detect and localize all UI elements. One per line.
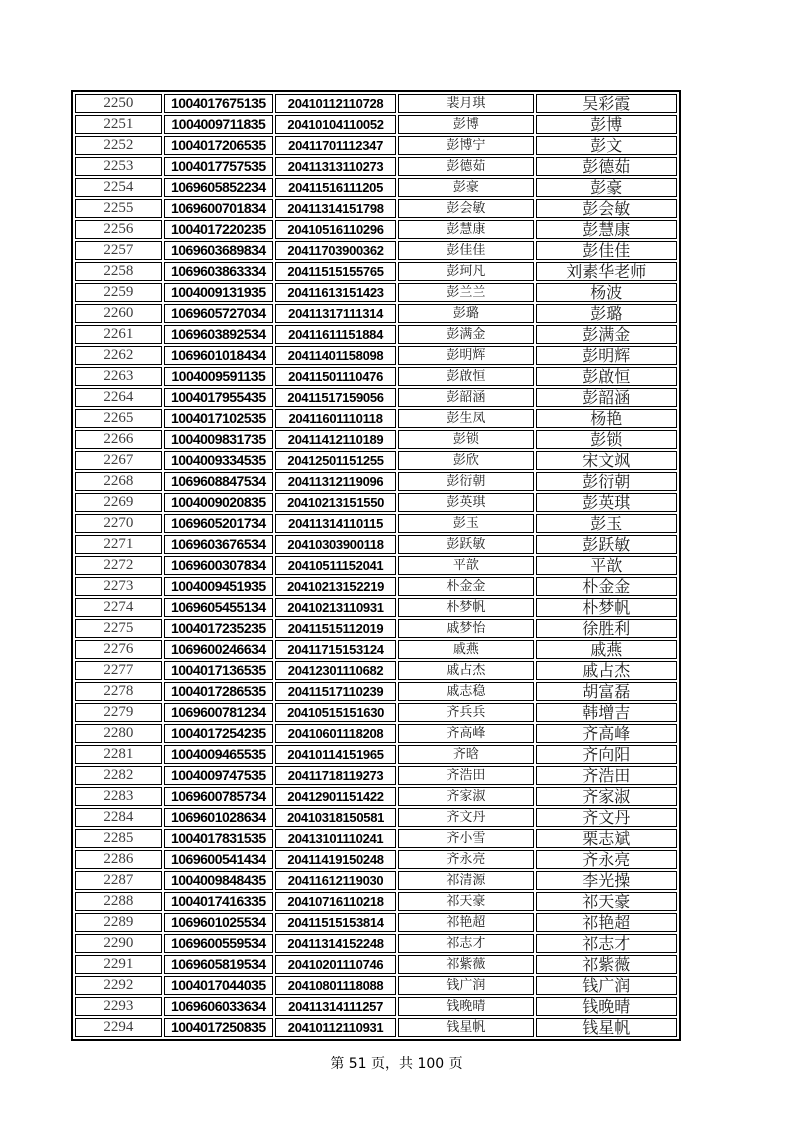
table-row [75,535,677,554]
cell-serial-number: 2284 [75,808,162,827]
cell-code-number: 20411317111314 [275,304,396,323]
cell-name: 彭英琪 [398,493,533,512]
cell-second-name: 平歆 [536,556,677,575]
cell-serial-number: 2287 [75,871,162,890]
cell-id-number: 1069600701834 [164,199,273,218]
cell-second-name: 彭满金 [536,325,677,344]
table-row [75,892,677,911]
cell-id-number: 1069600246634 [164,640,273,659]
cell-serial-number: 2274 [75,598,162,617]
cell-name: 彭佳佳 [398,241,533,260]
cell-serial-number: 2268 [75,472,162,491]
table-row [75,787,677,806]
cell-id-number: 1069605819534 [164,955,273,974]
cell-id-number: 1004017831535 [164,829,273,848]
cell-second-name: 杨艳 [536,409,677,428]
cell-name: 齐晗 [398,745,533,764]
cell-id-number: 1069606033634 [164,997,273,1016]
table-row [75,325,677,344]
table-row [75,514,677,533]
cell-code-number: 20410114151965 [275,745,396,764]
roster-table-body [75,94,677,1037]
cell-name: 钱星帆 [398,1018,533,1037]
cell-serial-number: 2276 [75,640,162,659]
cell-serial-number: 2280 [75,724,162,743]
cell-second-name: 齐家淑 [536,787,677,806]
table-row [75,850,677,869]
table-row [75,619,677,638]
cell-code-number: 20411612119030 [275,871,396,890]
cell-second-name: 朴梦帆 [536,598,677,617]
table-row [75,997,677,1016]
table-row [75,367,677,386]
cell-second-name: 彭啟恒 [536,367,677,386]
cell-name: 祁清源 [398,871,533,890]
cell-second-name: 戚占杰 [536,661,677,680]
cell-code-number: 20411718119273 [275,766,396,785]
cell-name: 彭璐 [398,304,533,323]
cell-code-number: 20411419150248 [275,850,396,869]
table-row [75,976,677,995]
cell-code-number: 20411517110239 [275,682,396,701]
cell-serial-number: 2263 [75,367,162,386]
cell-second-name: 宋文飒 [536,451,677,470]
cell-id-number: 1069600307834 [164,556,273,575]
cell-name: 戚志稳 [398,682,533,701]
cell-code-number: 20410112110728 [275,94,396,113]
cell-name: 彭德茹 [398,157,533,176]
cell-serial-number: 2294 [75,1018,162,1037]
cell-serial-number: 2256 [75,220,162,239]
cell-id-number: 1069605201734 [164,514,273,533]
table-row [75,640,677,659]
cell-serial-number: 2270 [75,514,162,533]
cell-serial-number: 2283 [75,787,162,806]
table-row [75,304,677,323]
cell-id-number: 1069600541434 [164,850,273,869]
cell-code-number: 20413101110241 [275,829,396,848]
table-row [75,808,677,827]
table-row [75,934,677,953]
table-row [75,913,677,932]
table-row [75,451,677,470]
cell-code-number: 20410213152219 [275,577,396,596]
cell-id-number: 1004017416335 [164,892,273,911]
cell-name: 朴梦帆 [398,598,533,617]
cell-second-name: 戚燕 [536,640,677,659]
table-row [75,388,677,407]
cell-second-name: 彭衍朝 [536,472,677,491]
cell-name: 彭会敏 [398,199,533,218]
cell-second-name: 齐高峰 [536,724,677,743]
cell-name: 齐文丹 [398,808,533,827]
cell-code-number: 20411312119096 [275,472,396,491]
table-row [75,829,677,848]
cell-id-number: 1004009747535 [164,766,273,785]
cell-code-number: 20411613151423 [275,283,396,302]
cell-name: 彭生凤 [398,409,533,428]
cell-serial-number: 2266 [75,430,162,449]
cell-code-number: 20411515155765 [275,262,396,281]
cell-id-number: 1004009591135 [164,367,273,386]
cell-name: 齐家淑 [398,787,533,806]
cell-name: 齐小雪 [398,829,533,848]
table-row [75,871,677,890]
cell-id-number: 1069608847534 [164,472,273,491]
cell-serial-number: 2252 [75,136,162,155]
table-row [75,598,677,617]
cell-code-number: 20410801118088 [275,976,396,995]
cell-second-name: 彭锁 [536,430,677,449]
cell-code-number: 20411313110273 [275,157,396,176]
cell-id-number: 1069600785734 [164,787,273,806]
cell-name: 裴月琪 [398,94,533,113]
cell-name: 彭博宁 [398,136,533,155]
cell-id-number: 1004017675135 [164,94,273,113]
cell-serial-number: 2272 [75,556,162,575]
cell-second-name: 彭明辉 [536,346,677,365]
table-row [75,241,677,260]
cell-id-number: 1069603863334 [164,262,273,281]
table-row [75,220,677,239]
cell-serial-number: 2288 [75,892,162,911]
cell-id-number: 1004017220235 [164,220,273,239]
cell-second-name: 彭韶涵 [536,388,677,407]
cell-id-number: 1004009451935 [164,577,273,596]
table-row [75,724,677,743]
cell-code-number: 20411501110476 [275,367,396,386]
cell-name: 朴金金 [398,577,533,596]
cell-id-number: 1069601018434 [164,346,273,365]
cell-id-number: 1069605852234 [164,178,273,197]
cell-id-number: 1004017955435 [164,388,273,407]
cell-name: 彭衍朝 [398,472,533,491]
page-number-footer: 第 51 页，共 100 页 [330,1056,463,1072]
cell-second-name: 彭慧康 [536,220,677,239]
table-row [75,955,677,974]
cell-serial-number: 2289 [75,913,162,932]
cell-second-name: 彭跃敏 [536,535,677,554]
cell-serial-number: 2277 [75,661,162,680]
cell-code-number: 20410318150581 [275,808,396,827]
cell-name: 彭啟恒 [398,367,533,386]
cell-code-number: 20411701112347 [275,136,396,155]
cell-serial-number: 2250 [75,94,162,113]
cell-id-number: 1004017254235 [164,724,273,743]
cell-id-number: 1004009131935 [164,283,273,302]
cell-name: 祁天豪 [398,892,533,911]
cell-id-number: 1069605727034 [164,304,273,323]
table-row [75,115,677,134]
cell-second-name: 彭佳佳 [536,241,677,260]
table-row [75,178,677,197]
cell-code-number: 20410515151630 [275,703,396,722]
cell-second-name: 彭英琪 [536,493,677,512]
cell-serial-number: 2275 [75,619,162,638]
cell-name: 彭跃敏 [398,535,533,554]
cell-serial-number: 2273 [75,577,162,596]
cell-serial-number: 2285 [75,829,162,848]
table-row [75,262,677,281]
cell-id-number: 1069603689834 [164,241,273,260]
cell-id-number: 1004009020835 [164,493,273,512]
cell-code-number: 20411412110189 [275,430,396,449]
cell-code-number: 20410112110931 [275,1018,396,1037]
cell-name: 祁志才 [398,934,533,953]
cell-name: 祁紫薇 [398,955,533,974]
cell-id-number: 1004017250835 [164,1018,273,1037]
cell-name: 祁艳超 [398,913,533,932]
cell-code-number: 20410716110218 [275,892,396,911]
cell-code-number: 20411314152248 [275,934,396,953]
cell-serial-number: 2260 [75,304,162,323]
cell-id-number: 1004009831735 [164,430,273,449]
cell-id-number: 1004017757535 [164,157,273,176]
cell-name: 彭珂凡 [398,262,533,281]
cell-name: 钱广润 [398,976,533,995]
cell-code-number: 20410511152041 [275,556,396,575]
cell-serial-number: 2281 [75,745,162,764]
cell-second-name: 彭豪 [536,178,677,197]
cell-name: 戚占杰 [398,661,533,680]
cell-second-name: 钱星帆 [536,1018,677,1037]
cell-second-name: 彭璐 [536,304,677,323]
table-row [75,1018,677,1037]
cell-serial-number: 2271 [75,535,162,554]
cell-serial-number: 2264 [75,388,162,407]
cell-id-number: 1069603676534 [164,535,273,554]
cell-code-number: 20410213151550 [275,493,396,512]
cell-second-name: 祁志才 [536,934,677,953]
cell-serial-number: 2255 [75,199,162,218]
cell-serial-number: 2290 [75,934,162,953]
cell-code-number: 20411601110118 [275,409,396,428]
cell-name: 彭慧康 [398,220,533,239]
table-row [75,409,677,428]
cell-name: 彭玉 [398,514,533,533]
cell-code-number: 20411517159056 [275,388,396,407]
cell-code-number: 20412501151255 [275,451,396,470]
cell-name: 平歆 [398,556,533,575]
cell-second-name: 吴彩霞 [536,94,677,113]
cell-code-number: 20410601118208 [275,724,396,743]
cell-id-number: 1069601028634 [164,808,273,827]
cell-serial-number: 2293 [75,997,162,1016]
cell-code-number: 20412301110682 [275,661,396,680]
cell-id-number: 1004017102535 [164,409,273,428]
cell-code-number: 20410213110931 [275,598,396,617]
cell-name: 齐高峰 [398,724,533,743]
cell-second-name: 胡富磊 [536,682,677,701]
cell-code-number: 20411516111205 [275,178,396,197]
cell-serial-number: 2292 [75,976,162,995]
cell-code-number: 20411314111257 [275,997,396,1016]
cell-id-number: 1004017206535 [164,136,273,155]
cell-serial-number: 2269 [75,493,162,512]
cell-second-name: 钱晚晴 [536,997,677,1016]
table-row [75,157,677,176]
cell-code-number: 20411703900362 [275,241,396,260]
cell-id-number: 1069603892534 [164,325,273,344]
cell-second-name: 钱广润 [536,976,677,995]
cell-id-number: 1004017235235 [164,619,273,638]
cell-code-number: 20411401158098 [275,346,396,365]
table-row [75,766,677,785]
table-row [75,556,677,575]
cell-second-name: 韩增吉 [536,703,677,722]
table-row [75,346,677,365]
cell-serial-number: 2278 [75,682,162,701]
cell-serial-number: 2251 [75,115,162,134]
cell-second-name: 杨波 [536,283,677,302]
cell-second-name: 齐永亮 [536,850,677,869]
cell-id-number: 1004017136535 [164,661,273,680]
cell-name: 齐永亮 [398,850,533,869]
table-row [75,136,677,155]
cell-serial-number: 2267 [75,451,162,470]
cell-second-name: 齐向阳 [536,745,677,764]
cell-name: 钱晚晴 [398,997,533,1016]
cell-name: 彭欣 [398,451,533,470]
table-row [75,577,677,596]
cell-serial-number: 2259 [75,283,162,302]
cell-id-number: 1069600559534 [164,934,273,953]
table-row [75,199,677,218]
cell-name: 彭锁 [398,430,533,449]
cell-second-name: 李光操 [536,871,677,890]
cell-code-number: 20411515112019 [275,619,396,638]
cell-id-number: 1004009711835 [164,115,273,134]
table-row [75,745,677,764]
cell-serial-number: 2254 [75,178,162,197]
cell-name: 齐兵兵 [398,703,533,722]
cell-second-name: 栗志斌 [536,829,677,848]
cell-id-number: 1004009848435 [164,871,273,890]
cell-serial-number: 2262 [75,346,162,365]
table-row [75,283,677,302]
cell-id-number: 1069601025534 [164,913,273,932]
cell-code-number: 20410104110052 [275,115,396,134]
table-row [75,472,677,491]
roster-table [71,90,681,1041]
cell-second-name: 彭会敏 [536,199,677,218]
cell-serial-number: 2282 [75,766,162,785]
cell-second-name: 徐胜利 [536,619,677,638]
cell-serial-number: 2286 [75,850,162,869]
cell-serial-number: 2279 [75,703,162,722]
cell-serial-number: 2261 [75,325,162,344]
cell-name: 彭博 [398,115,533,134]
cell-code-number: 20411611151884 [275,325,396,344]
cell-name: 彭满金 [398,325,533,344]
cell-id-number: 1004017044035 [164,976,273,995]
cell-code-number: 20410303900118 [275,535,396,554]
cell-name: 彭明辉 [398,346,533,365]
table-row [75,430,677,449]
cell-name: 彭兰兰 [398,283,533,302]
table-row [75,94,677,113]
cell-name: 彭豪 [398,178,533,197]
cell-id-number: 1069600781234 [164,703,273,722]
cell-name: 彭韶涵 [398,388,533,407]
cell-code-number: 20411314151798 [275,199,396,218]
cell-serial-number: 2265 [75,409,162,428]
cell-code-number: 20410516110296 [275,220,396,239]
cell-code-number: 20411515153814 [275,913,396,932]
table-row [75,661,677,680]
cell-name: 齐浩田 [398,766,533,785]
cell-code-number: 20412901151422 [275,787,396,806]
cell-second-name: 祁紫薇 [536,955,677,974]
cell-name: 戚燕 [398,640,533,659]
cell-second-name: 彭玉 [536,514,677,533]
cell-serial-number: 2257 [75,241,162,260]
table-row [75,493,677,512]
cell-second-name: 齐文丹 [536,808,677,827]
table-row [75,703,677,722]
cell-id-number: 1004009334535 [164,451,273,470]
cell-serial-number: 2253 [75,157,162,176]
cell-second-name: 彭博 [536,115,677,134]
cell-code-number: 20410201110746 [275,955,396,974]
cell-second-name: 彭德茹 [536,157,677,176]
cell-second-name: 祁艳超 [536,913,677,932]
cell-code-number: 20411314110115 [275,514,396,533]
cell-serial-number: 2291 [75,955,162,974]
cell-second-name: 刘素华老师 [536,262,677,281]
table-row [75,682,677,701]
cell-serial-number: 2258 [75,262,162,281]
cell-id-number: 1004017286535 [164,682,273,701]
cell-second-name: 朴金金 [536,577,677,596]
cell-code-number: 20411715153124 [275,640,396,659]
cell-second-name: 齐浩田 [536,766,677,785]
cell-id-number: 1069605455134 [164,598,273,617]
cell-second-name: 祁天豪 [536,892,677,911]
cell-second-name: 彭文 [536,136,677,155]
cell-name: 戚梦怡 [398,619,533,638]
cell-id-number: 1004009465535 [164,745,273,764]
